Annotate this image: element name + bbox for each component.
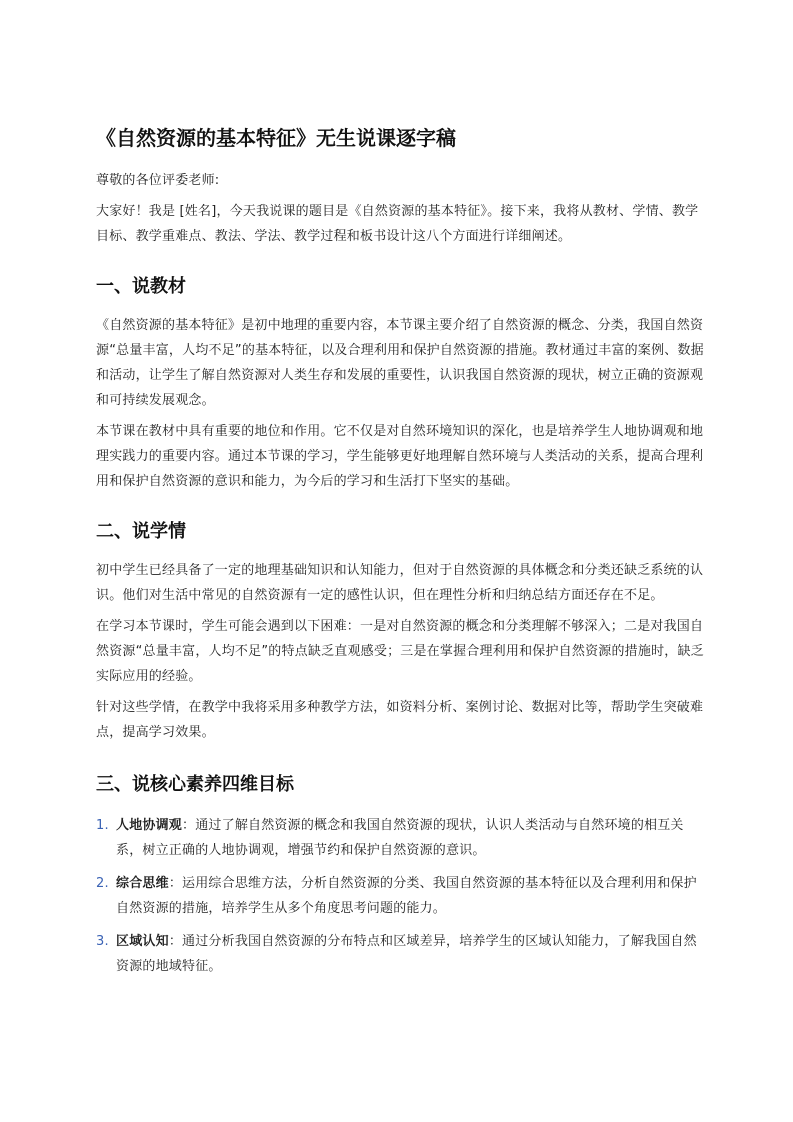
- document-page: [96, 120, 706, 987]
- students-paragraph-1: 初中学生已经具备了一定的地理基础知识和认知能力，但对于自然资源的具体概念和分类还缺乏系统的认识。他们对生活中常见的自然资源有一定的感性认识，但在理性分析和归纳总结方面还存在不足。: [96, 563, 704, 603]
- objective-text: ：运用综合思维方法，分析自然资源的分类、我国自然资源的基本特征以及合理利用和保护自然资源的措施，培养学生从多个角度思考问题的能力。: [116, 876, 697, 916]
- list-number: 1.: [96, 818, 109, 833]
- objective-text: ：通过分析我国自然资源的分布特点和区域差异，培养学生的区域认知能力，了解我国自然资源的地域特征。: [116, 934, 697, 974]
- objectives-list: [96, 813, 706, 979]
- list-number: 3.: [96, 934, 109, 949]
- objective-term: 人地协调观: [116, 818, 183, 833]
- salutation: 尊敬的各位评委老师:: [96, 173, 220, 188]
- section-heading-objectives: 三、说核心素养四维目标: [96, 774, 294, 795]
- section-heading-textbook: 一、说教材: [96, 276, 186, 297]
- list-item: [96, 929, 706, 979]
- objective-text: ：通过了解自然资源的概念和我国自然资源的现状，认识人类活动与自然环境的相互关系，树立正确的人地协调观，增强节约和保护自然资源的意识。: [116, 818, 684, 858]
- document-title: 《自然资源的基本特征》无生说课逐字稿: [96, 126, 456, 150]
- textbook-paragraph-2: 本节课在教材中具有重要的地位和作用。它不仅是对自然环境知识的深化，也是培养学生人地协调观和地理实践力的重要内容。通过本节课的学习，学生能够更好地理解自然环境与人类活动的关系，提高合理利用和保护自然资源的意识和能力，为今后的学习和生活打下坚实的基础。: [96, 424, 704, 489]
- students-paragraph-3: 针对这些学情，在教学中我将采用多种教学方法，如资料分析、案例讨论、数据对比等，帮助学生突破难点，提高学习效果。: [96, 700, 704, 740]
- students-paragraph-2: 在学习本节课时，学生可能会遇到以下困难：一是对自然资源的概念和分类理解不够深入；二是对我国自然资源“总量丰富，人均不足”的特点缺乏直观感受；三是在掌握合理利用和保护自然资源的措施时，缺乏实际应用的经验。: [96, 619, 704, 684]
- section-heading-students: 二、说学情: [96, 521, 186, 542]
- textbook-paragraph-1: 《自然资源的基本特征》是初中地理的重要内容，本节课主要介绍了自然资源的概念、分类，我国自然资源“总量丰富，人均不足”的基本特征，以及合理利用和保护自然资源的措施。教材通过丰富的案例、数据和活动，让学生了解自然资源对人类生存和发展的重要性，认识我国自然资源的现状，树立正确的资源观和可持续发展观念。: [96, 318, 704, 408]
- list-item: [96, 813, 706, 863]
- objective-term: 区域认知: [116, 934, 169, 949]
- objective-term: 综合思维: [116, 876, 169, 891]
- intro-paragraph: 大家好！我是 [姓名]，今天我说课的题目是《自然资源的基本特征》。接下来，我将从教材、学情、教学目标、教学重难点、教法、学法、教学过程和板书设计这八个方面进行详细阐述。: [96, 204, 699, 244]
- list-number: 2.: [96, 876, 109, 891]
- list-item: [96, 871, 706, 921]
